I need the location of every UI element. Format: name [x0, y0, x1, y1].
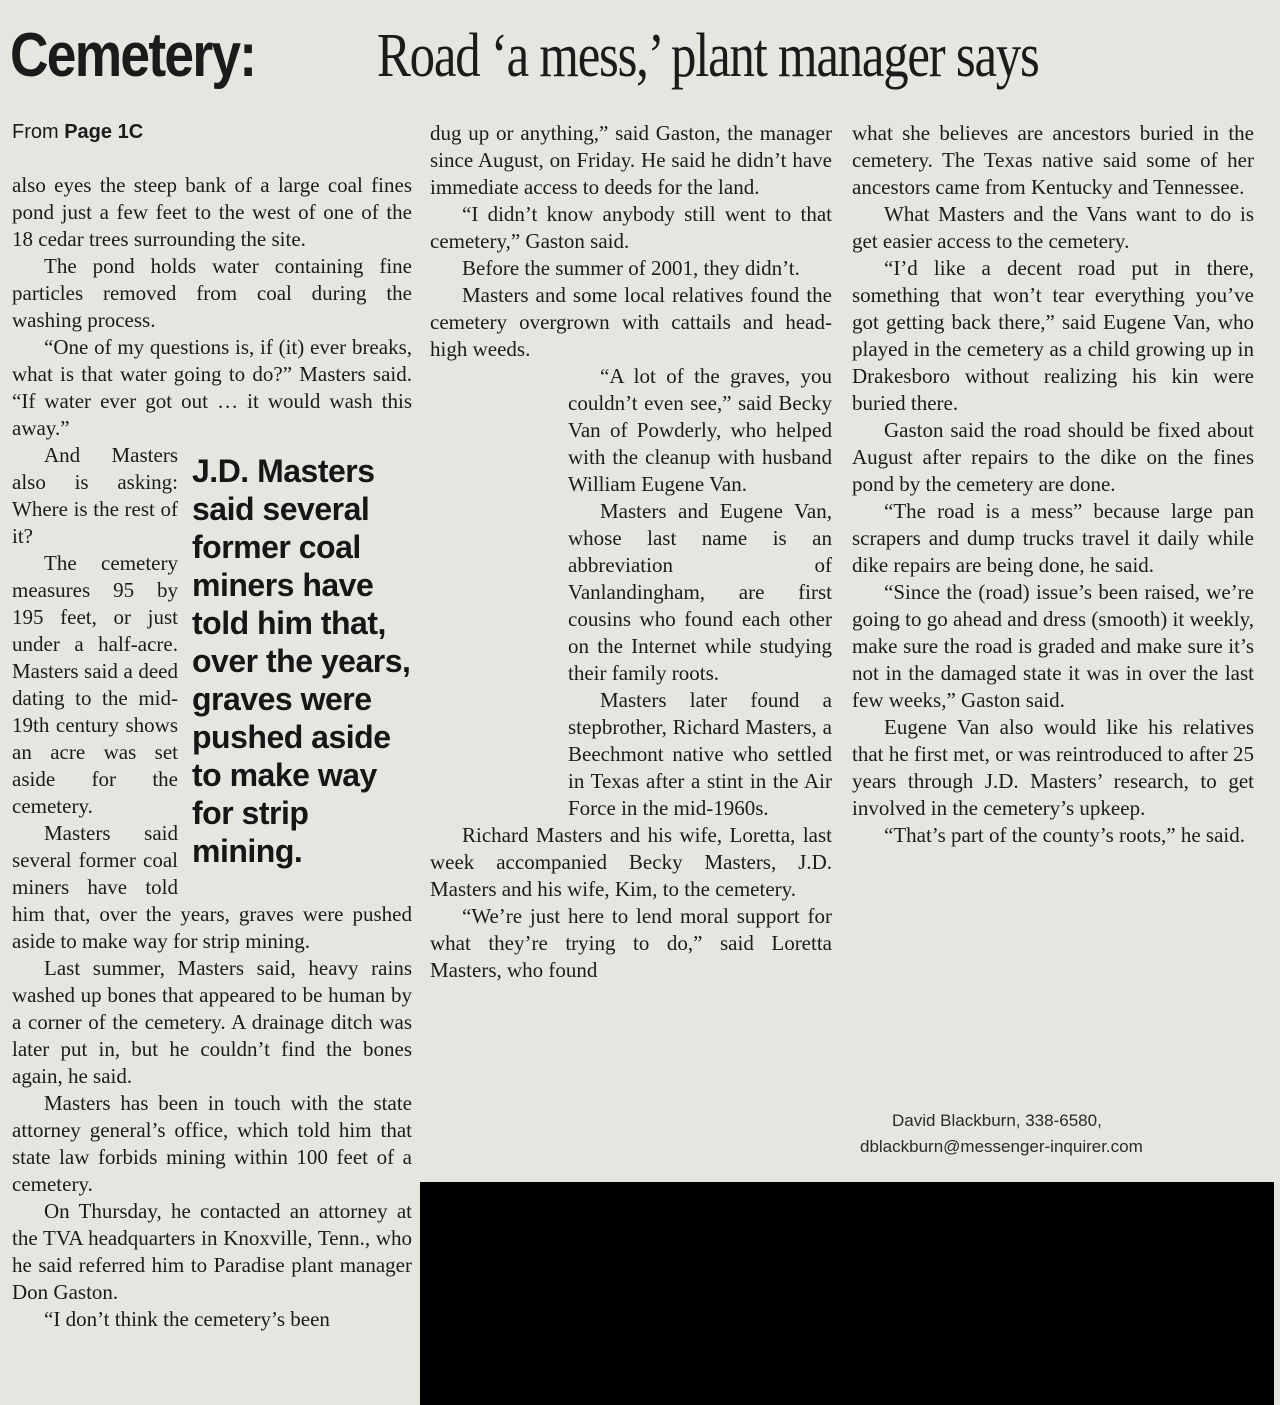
byline-email: dblackburn@messenger-inquirer.com	[860, 1137, 1143, 1156]
paragraph: “I didn’t know anybody still went to that cemetery,” Gaston said.	[430, 202, 832, 253]
paragraph: Richard Masters and his wife, Loretta, last week accompanied Becky Masters, J.D. Masters and his wife, Kim, to the cemetery.	[430, 823, 832, 901]
paragraph: Masters and some local relatives found the cemetery overgrown with cattails and head-high weeds.	[430, 283, 832, 361]
headline	[10, 6, 1274, 106]
paragraph: “One of my questions is, if (it) ever breaks, what is that water going to do?” Masters said. “If water ever got out … it would wash this away.”	[12, 335, 412, 440]
pull-quote-spacer	[430, 363, 558, 803]
article-column-2	[430, 120, 832, 1180]
paragraph: dug up or anything,” said Gaston, the manager since August, on Friday. He said he didn’t have immediate access to deeds for the land.	[430, 121, 832, 199]
jump-page: Page 1C	[64, 121, 144, 143]
paragraph: Masters later found a stepbrother, Richard Masters, a Beechmont native who settled in Texas after a stint in the Air Force in the mid-1960s.	[568, 688, 832, 820]
paragraph: what she believes are ancestors buried in the cemetery. The Texas native said some of her ancestors came from Kentucky and Tennessee.	[852, 121, 1254, 199]
headline-kicker: Cemetery:	[10, 21, 256, 90]
paragraph: Gaston said the road should be fixed about August after repairs to the dike on the fines pond by the cemetery are done.	[852, 418, 1254, 496]
paragraph: Masters has been in touch with the state attorney general’s office, which told him that state law forbids mining within 100 feet of a cemetery.	[12, 1091, 412, 1196]
paragraph: Last summer, Masters said, heavy rains washed up bones that appeared to be human by a corner of the cemetery. A drainage ditch was later put in, but he couldn’t find the bones again, he said.	[12, 956, 412, 1088]
paragraph: “The road is a mess” because large pan scrapers and dump trucks travel it daily while dike repairs are being done, he said.	[852, 499, 1254, 577]
byline-name-phone: David Blackburn, 338-6580,	[892, 1111, 1102, 1130]
paragraph: Masters said several former coal miners have told him that, over the years, graves were pushed aside to make way for strip mining.	[12, 821, 412, 953]
paragraph: “Since the (road) issue’s been raised, we’re going to go ahead and dress (smooth) it weekly, make sure the road is graded and make sure it’s not in the damaged state it was in over the last few weeks,” Gaston said.	[852, 580, 1254, 712]
paragraph: Masters and Eugene Van, whose last name is an abbreviation of Vanlandingham, are first cousins who found each other on the Internet while studying their family roots.	[568, 499, 832, 685]
paragraph: The cemetery measures 95 by 195 feet, or just under a half-acre. Masters said a deed dating to the mid-19th century shows an acre was set aside for the cemetery.	[12, 551, 178, 818]
paragraph: “That’s part of the county’s roots,” he said.	[884, 823, 1245, 847]
paragraph: Before the summer of 2001, they didn’t.	[462, 256, 800, 280]
paragraph: And Masters also is asking: Where is the rest of it?	[12, 443, 178, 548]
redaction-block	[420, 1182, 1274, 1405]
paragraph: The pond holds water containing fine particles removed from coal during the washing process.	[12, 254, 412, 332]
paragraph: “I’d like a decent road put in there, something that won’t tear everything you’ve got getting back there,” said Eugene Van, who played in the cemetery as a child growing up in Drakesboro without realizing his kin were buried there.	[852, 256, 1254, 415]
paragraph: “A lot of the graves, you couldn’t even see,” said Becky Van of Powderly, who helped with the cleanup with husband William Eugene Van.	[568, 364, 832, 496]
paragraph: What Masters and the Vans want to do is get easier access to the cemetery.	[852, 202, 1254, 253]
article-column-1	[12, 172, 412, 1402]
jump-prefix: From	[12, 121, 65, 143]
paragraph: Eugene Van also would like his relatives that he first met, or was reintroduced to after 25 years through J.D. Masters’ research, to get involved in the cemetery’s upkeep.	[852, 715, 1254, 820]
article-column-3	[852, 120, 1254, 1170]
paragraph: also eyes the steep bank of a large coal fines pond just a few feet to the west of one of the 18 cedar trees surrounding the site.	[12, 173, 412, 251]
headline-main: Road ‘a mess,’ plant manager says	[377, 22, 1039, 90]
paragraph: On Thursday, he contacted an attorney at the TVA headquarters in Knoxville, Tenn., who he said referred him to Paradise plant manager Don Gaston.	[12, 1199, 412, 1304]
jump-line	[12, 118, 412, 146]
paragraph: “I don’t think the cemetery’s been	[44, 1307, 330, 1331]
paragraph: “We’re just here to lend moral support for what they’re trying to do,” said Loretta Masters, who found	[430, 904, 832, 982]
pull-quote: J.D. Masters said several former coal miners have told him that, over the years, graves were pushed aside to make way for strip mining.	[192, 453, 411, 869]
byline	[860, 1108, 1260, 1160]
